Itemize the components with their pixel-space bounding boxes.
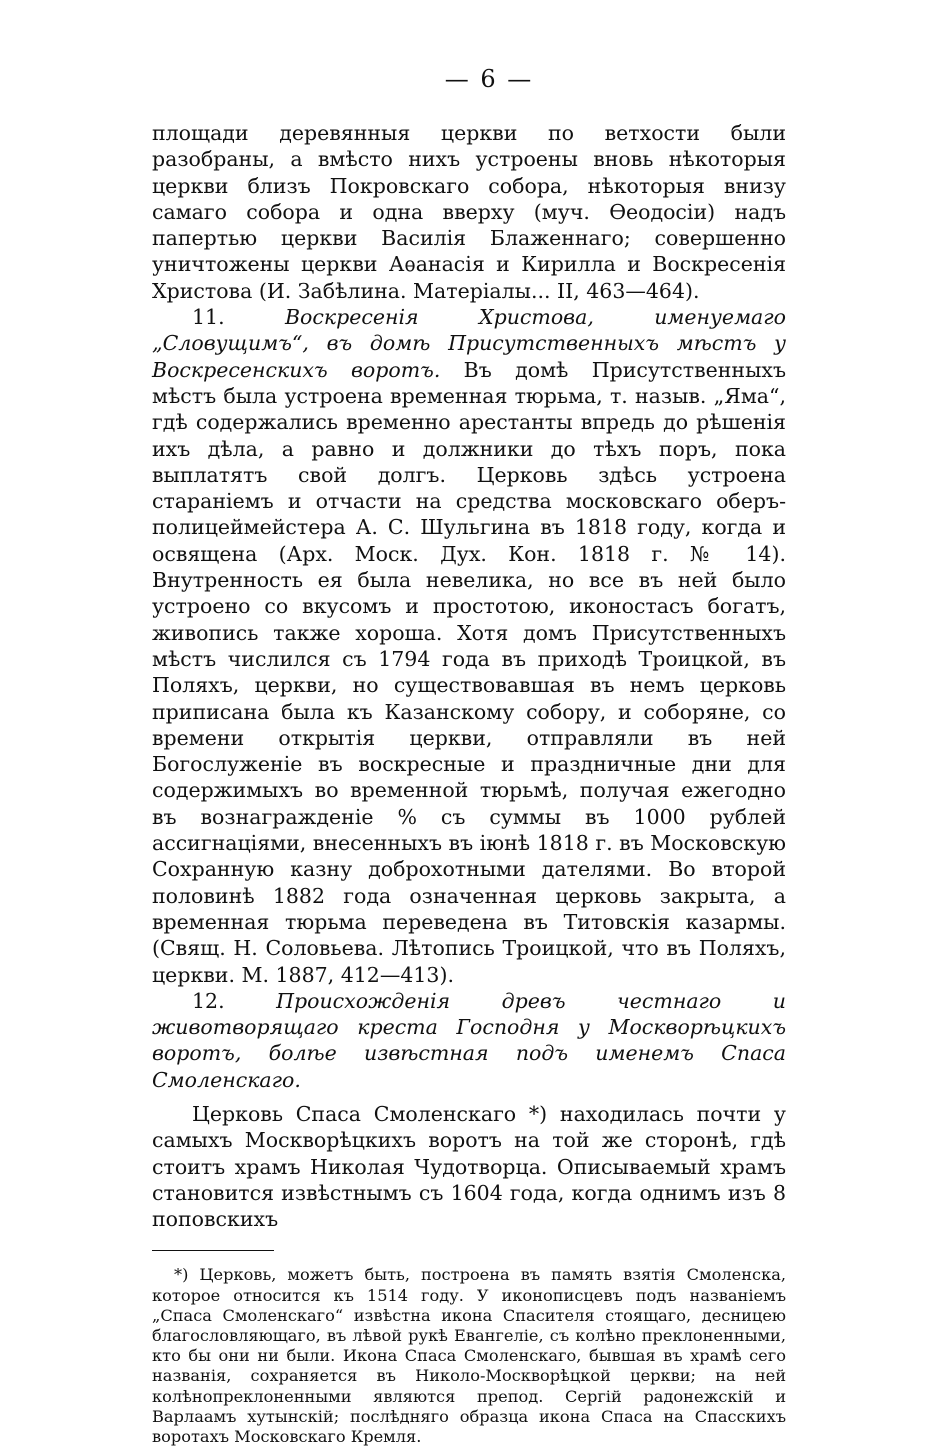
footnote: *) Церковь, можетъ быть, построена въ память взятія Смоленска, которое относится къ 1514 году. У иконописцевъ подъ названіемъ „Спаса Смоленскаго“ извѣстна икона Спасителя стоящаго, десницею благословляющаго, въ лѣвой рукѣ Евангеліе, съ колѣно преклоненными, кто бы они ни были. Икона Спаса Смоленскаго, бывшая въ храмѣ сего названія, сохраняется въ Николо-Москворѣцкой церкви; на ней колѣнопреклоненными являются препод. Сергій радонежскій и Варлаамъ хутынскій; послѣдняго образца икона Спаса на Спасскихъ воротахъ Московскаго Кремля. <box>152 1265 786 1447</box>
main-text <box>152 120 786 1232</box>
entry-number-11: 11. <box>192 305 225 330</box>
paragraph-12 <box>152 988 786 1093</box>
footnote-divider <box>152 1250 274 1251</box>
paragraph-4: Церковь Спаса Смоленскаго *) находилась почти у самыхъ Москворѣцкихъ воротъ на той же сторонѣ, гдѣ стоитъ храмъ Николая Чудотворца. Описываемый храмъ становится извѣстнымъ съ 1604 года, когда однимъ изъ 8 поповскихъ <box>152 1101 786 1232</box>
entry-text-11: Въ домѣ Присутственныхъ мѣстъ была устроена временная тюрьма, т. назыв. „Яма“, гдѣ содержались временно арестанты впредь до рѣшенія ихъ дѣла, а равно и должники до тѣхъ поръ, пока выплатятъ свой долгъ. Церковь здѣсь устроена стараніемъ и отчасти на средства московскаго оберъ-полицеймейстера А. С. Шульгина въ 1818 году, когда и освящена (Арх. Моск. Дух. Кон. 1818 г. № 14). Внутренность ея была невелика, но все въ ней было устроено со вкусомъ и простотою, иконостасъ богатъ, живопись также хороша. Хотя домъ Присутственныхъ мѣстъ числился съ 1794 года въ приходѣ Троицкой, въ Поляхъ, церкви, но существовавшая въ немъ церковь приписана была къ Казанскому собору, и соборяне, со времени открытія церкви, отправляли въ ней Богослуженіе въ воскресные и праздничные дни для содержимыхъ во временной тюрьмѣ, получая ежегодно въ вознагражденіе % съ суммы въ 1000 рублей ассигнаціями, внесенныхъ въ іюнѣ 1818 г. въ Московскую Сохранную казну доброхотными дателями. Во второй половинѣ 1882 года означенная церковь закрыта, а временная тюрьма переведена въ Титовскія казармы. (Свящ. Н. Соловьева. Лѣтопись Троицкой, что въ Поляхъ, церкви. М. 1887, 412—413). <box>152 357 786 987</box>
page-number: — 6 — <box>444 65 534 93</box>
entry-number-12: 12. <box>192 988 225 1013</box>
entry-heading-12: Происхожденія древъ честнаго и животворящаго креста Господня у Москворѣцкихъ воротъ, болѣе извѣстная подъ именемъ Спаса Смоленскаго. <box>152 988 786 1092</box>
paragraph-11 <box>152 304 786 988</box>
entry-heading-11: Воскресенія Христова, именуемаго „Словущимъ“, въ домѣ Присутственныхъ мѣстъ у Воскресенскихъ воротъ. <box>152 305 786 382</box>
page <box>152 62 786 1447</box>
paragraph-1: площади деревянныя церкви по ветхости были разобраны, а вмѣсто нихъ устроены вновь нѣкоторыя церкви близъ Покровскаго собора, нѣкоторыя внизу самаго собора и одна вверху (муч. Ѳеодосіи) надъ папертью церкви Василія Блаженнаго; совершенно уничтожены церкви Аѳанасія и Кирилла и Воскресенія Христова (И. Забѣлина. Матеріалы... II, 463—464). <box>152 121 786 303</box>
